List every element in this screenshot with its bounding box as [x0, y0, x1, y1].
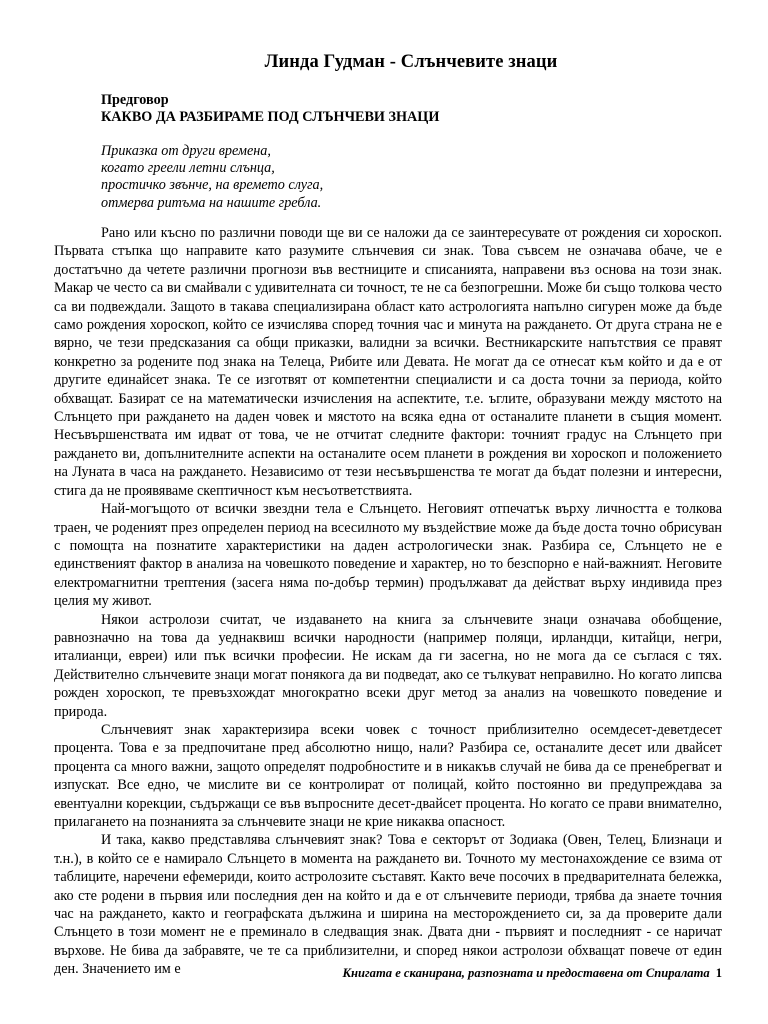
paragraph: Най-могъщото от всички звездни тела е Слънцето. Неговият отпечатък върху личността е толкова траен, че роденият през определен период на всесилното му въздействие може да бъде доста точно обрисуван с помощта на познатите характеристики на даден астрологически знак. Разбира се, Слънцето не е единственият фактор в анализа на човешкото поведение и характер, но то безспорно е най-важният. Неговите електромагнитни трептения (засега няма по-добър термин) продължават да действат върху индивида през целия му живот.: [54, 501, 722, 610]
page-footer: [0, 966, 722, 981]
body-text: [54, 224, 722, 979]
preface-label: Предговор: [101, 92, 169, 108]
poem-line: Приказка от други времена,: [101, 143, 271, 159]
paragraph: Слънчевият знак характеризира всеки човек с точност приблизително осемдесет-деветдесет процента. Това е за предпочитане пред абсолютно нищо, нали? Разбира се, останалите десет или двайсет процента са много важни, защото определят подробностите и в никакъв случай не бива да се пренебрегват и изпускат. Все едно, че мислите ви се контролират от полицай, който постоянно ви предупреждава за евентуални корекции, съдържащи се във въпросните десет-двайсет процента. Но когато се прави внимателно, прилагането на познанията за слънчевите знаци не крие никаква опасност.: [54, 721, 722, 830]
preface-block: [101, 92, 439, 126]
paragraph: И така, какво представлява слънчевият знак? Това е секторът от Зодиака (Овен, Телец, Близнаци и т.н.), в който се е намирало Слънцето в момента на раждането ви. Точното му местонахождение се взима от таблиците, наречени ефемериди, които астролозите съставят. Както вече посочих в предварителната бележка, ако сте родени в първия или последния ден на който и да е от слънчевите периоди, трябва да знаете точния час на раждането, както и географската дължина и ширина на месторождението си, за да проверите дали Слънцето в този момент не е преминало в следващия знак. Двата дни - първият и последният - се наричат върхове. Не бива да забравяте, че те са приблизителни, и според някои астролози обхващат повече от един ден. Значението им е: [54, 832, 722, 978]
poem-line: отмерва ритъма на нашите гребла.: [101, 194, 322, 211]
epigraph-poem: [101, 143, 323, 212]
page-number: 1: [715, 966, 722, 980]
preface-heading: КАКВО ДА РАЗБИРАМЕ ПОД СЛЪНЧЕВИ ЗНАЦИ: [101, 109, 440, 125]
poem-line: простичко звънче, на времето слуга,: [101, 177, 324, 194]
paragraph: Рано или късно по различни поводи ще ви се наложи да се заинтересувате от рождения си хороскоп. Първата стъпка що направите като разумите слънчевия си знак. Това съвсем не означава обаче, че е достатъчно да четете различни прогнози във вестниците и списанията, направени въз основа на този знак. Макар че често са ви смайвали с удивителната си точност, те не са безпогрешни. Може би също толкова често са ви подвеждали. Защото в такава специализирана област като астрологията напълно сигурен може да бъде само рождения хороскоп, който се изчислява според точния час и минута на раждането. От друга страна не е вярно, че тези предсказания са общи приказки, валидни за всички. Вестникарските напътствия се правят конкретно за родените под знака на Телеца, Рибите или Девата. Не могат да се отнесат към който и да е от другите единайсет знака. Те се изготвят от компетентни специалисти и са доста точни за периода, който обхващат. Базират се на математически изчисления на аспектите, т.е. ъглите, образувани между мястото на Слънцето при раждането на даден човек и мястото на всяка една от останалите планети в същия момент. Несъвършенствата им идват от това, че не отчитат следните фактори: точният градус на Слънцето при раждането ви, допълнителните аспекти на останалите осем планети в рождения ви хороскоп и положението на Луната в часа на раждането. Независимо от тези несъвършенства те могат да бъдат полезни и интересни, стига да не проявяваме скептичност към несъответствията.: [54, 225, 722, 499]
footer-credit: Книгата е сканирана, разпозната и предоставена от Спиралата: [342, 966, 710, 980]
document-title: Линда Гудман - Слънчевите знаци: [264, 52, 558, 72]
poem-line: когато греели летни слънца,: [101, 160, 275, 177]
paragraph: Някои астролози считат, че издаването на книга за слънчевите знаци означава обобщение, равнозначно на това да уеднаквиш всички народности (например поляци, ирландци, китайци, негри, италианци, евреи) или пък всички професии. Не искам да ги засегна, но не мога да се съглася с тях. Действително слънчевите знаци могат понякога да ви подведат, ако се тълкуват неправилно. Но когато липсва рожден хороскоп, те превъзхождат многократно всеки друг метод за анализ на човешкото поведение и природа.: [54, 611, 722, 720]
